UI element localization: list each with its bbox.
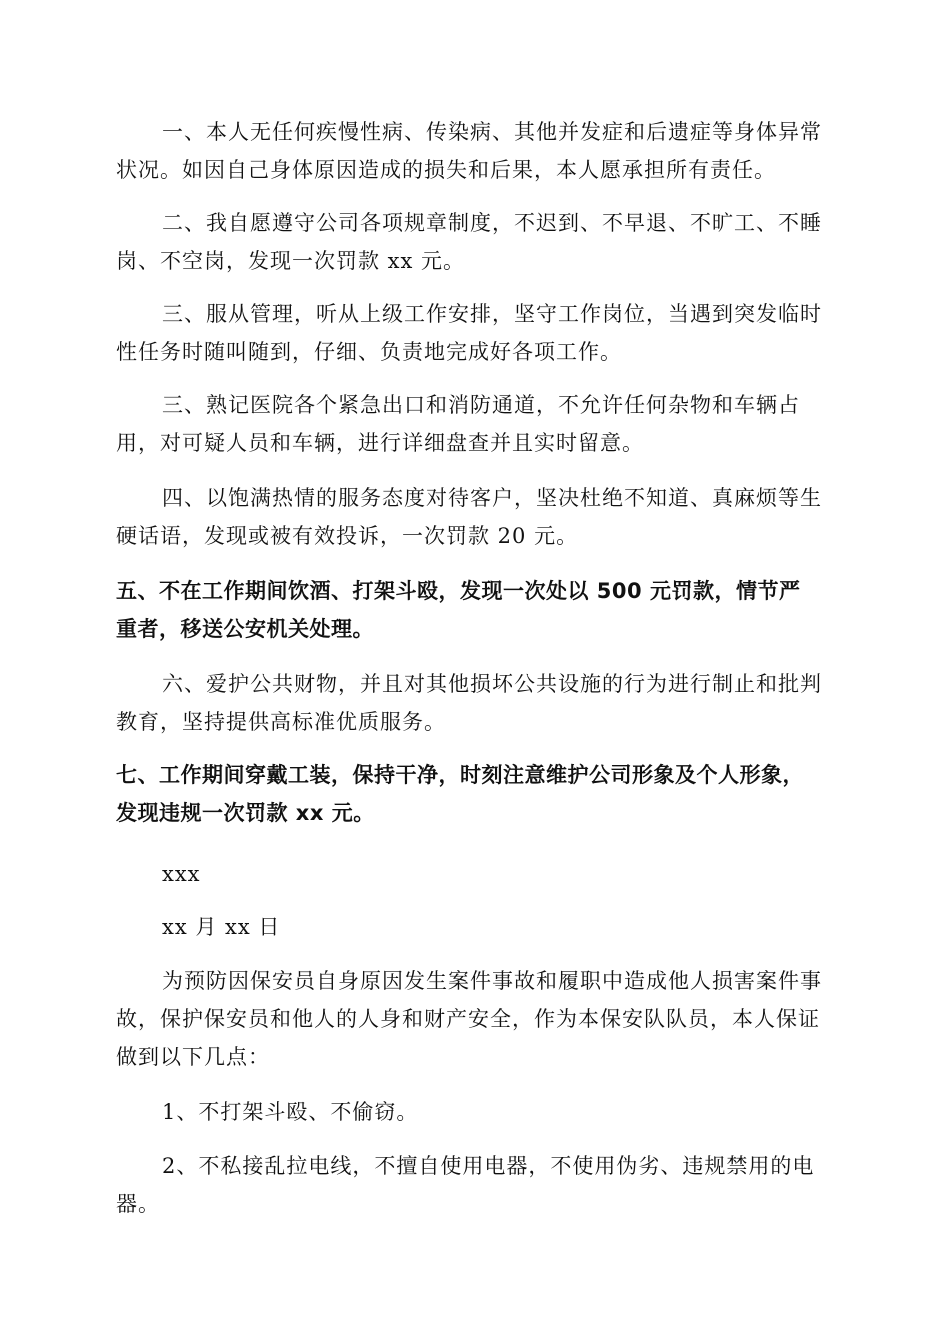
paragraph-6-bold (116, 572, 836, 648)
paragraph-2 (116, 204, 836, 280)
paragraph-4 (116, 386, 836, 462)
paragraph-line: 四、以饱满热情的服务态度对待客户，坚决杜绝不知道、真麻烦等生 (162, 486, 822, 510)
paragraph-line: 重者，移送公安机关处理。 (116, 617, 374, 641)
paragraph-8-bold (116, 756, 836, 832)
paragraph-line: 发现违规一次罚款 xx 元。 (116, 801, 375, 825)
list-item-1 (116, 1093, 836, 1131)
paragraph-7 (116, 665, 836, 741)
paragraph-line: 七、工作期间穿戴工装，保持干净，时刻注意维护公司形象及个人形象， (116, 763, 804, 787)
signature-date (116, 908, 836, 946)
list-item-2 (116, 1147, 836, 1223)
paragraph-line: 用，对可疑人员和车辆，进行详细盘查并且实时留意。 (116, 431, 644, 455)
paragraph-line: 岗、不空岗，发现一次罚款 xx 元。 (116, 249, 466, 273)
paragraph-line: 做到以下几点： (116, 1045, 270, 1069)
paragraph-line: 2、不私接乱拉电线，不擅自使用电器，不使用伪劣、违规禁用的电 (162, 1154, 815, 1178)
paragraph-1 (116, 113, 836, 189)
paragraph-line: 五、不在工作期间饮酒、打架斗殴，发现一次处以 500 元罚款，情节严 (116, 579, 801, 603)
paragraph-line: 1、不打架斗殴、不偷窃。 (162, 1100, 419, 1124)
paragraph-line: xxx (162, 862, 201, 886)
paragraph-3 (116, 295, 836, 371)
paragraph-line: 三、熟记医院各个紧急出口和消防通道，不允许任何杂物和车辆占 (162, 393, 800, 417)
paragraph-line: 三、服从管理，听从上级工作安排，坚守工作岗位，当遇到突发临时 (162, 302, 822, 326)
signature-name (116, 855, 836, 893)
paragraph-line: 性任务时随叫随到，仔细、负责地完成好各项工作。 (116, 340, 622, 364)
paragraph-5 (116, 479, 836, 555)
paragraph-line: 硬话语，发现或被有效投诉，一次罚款 20 元。 (116, 524, 579, 548)
paragraph-line: 一、本人无任何疾慢性病、传染病、其他并发症和后遗症等身体异常 (162, 120, 822, 144)
paragraph-line: xx 月 xx 日 (162, 915, 281, 939)
paragraph-line: 状况。如因自己身体原因造成的损失和后果，本人愿承担所有责任。 (116, 158, 776, 182)
paragraph-line: 故，保护保安员和他人的人身和财产安全，作为本保安队队员，本人保证 (116, 1007, 820, 1031)
paragraph-9 (116, 962, 836, 1076)
paragraph-line: 二、我自愿遵守公司各项规章制度，不迟到、不早退、不旷工、不睡 (162, 211, 822, 235)
paragraph-line: 器。 (116, 1192, 160, 1216)
paragraph-line: 教育，坚持提供高标准优质服务。 (116, 710, 446, 734)
paragraph-line: 为预防因保安员自身原因发生案件事故和履职中造成他人损害案件事 (162, 969, 822, 993)
paragraph-line: 六、爱护公共财物，并且对其他损坏公共设施的行为进行制止和批判 (162, 672, 822, 696)
